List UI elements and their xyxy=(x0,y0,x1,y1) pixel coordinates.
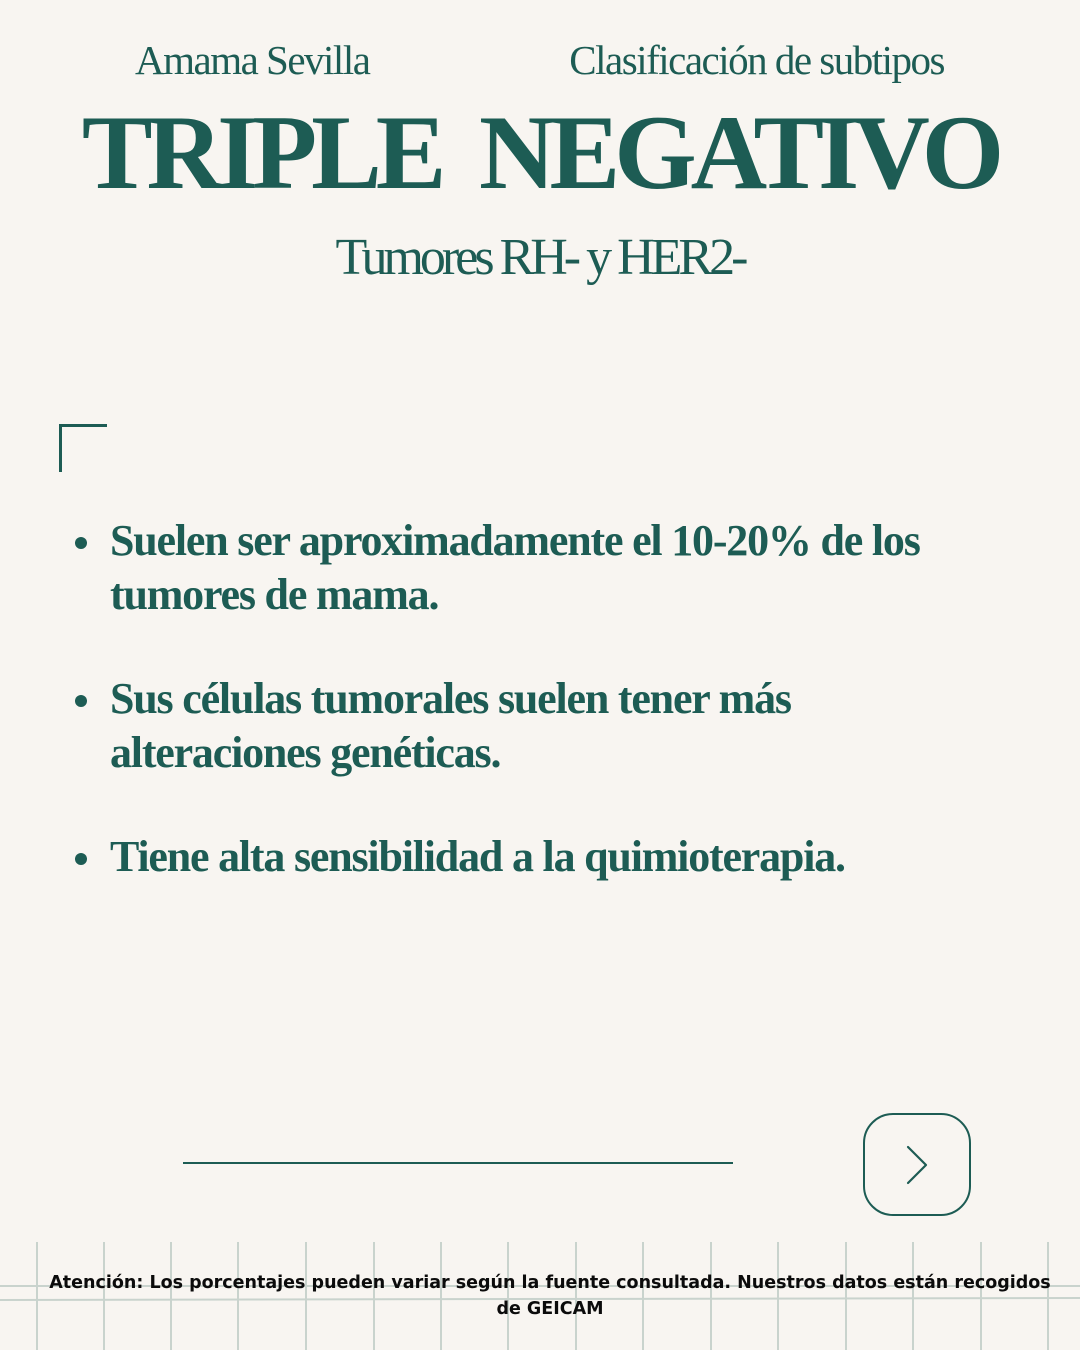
corner-decoration xyxy=(59,424,107,472)
bullet-text: Suelen ser aproximadamente el 10-20% de los tumores de mama. xyxy=(110,516,920,619)
footer-note: Atención: Los porcentajes pueden variar según la fuente consultada. Nuestros datos están recogidos de GEICAM xyxy=(49,1273,1051,1319)
next-button[interactable] xyxy=(863,1113,971,1216)
bullet-dot xyxy=(75,853,87,865)
list-item xyxy=(70,672,970,780)
bullet-dot xyxy=(75,537,87,549)
bullet-dot xyxy=(75,695,87,707)
chevron-right-icon xyxy=(902,1143,932,1187)
list-item xyxy=(70,514,970,622)
bullet-text: Tiene alta sensibilidad a la quimioterapia. xyxy=(110,832,845,881)
category-label: Clasificación de subtipos xyxy=(569,37,944,83)
page-title: TRIPLE NEGATIVO xyxy=(81,94,999,211)
bullet-text: Sus células tumorales suelen tener más alteraciones genéticas. xyxy=(110,674,791,777)
brand-name: Amama Sevilla xyxy=(135,37,370,83)
divider-line xyxy=(183,1162,733,1164)
bullet-list xyxy=(70,514,970,934)
list-item xyxy=(70,830,970,884)
page-subtitle: Tumores RH- y HER2- xyxy=(335,229,745,286)
